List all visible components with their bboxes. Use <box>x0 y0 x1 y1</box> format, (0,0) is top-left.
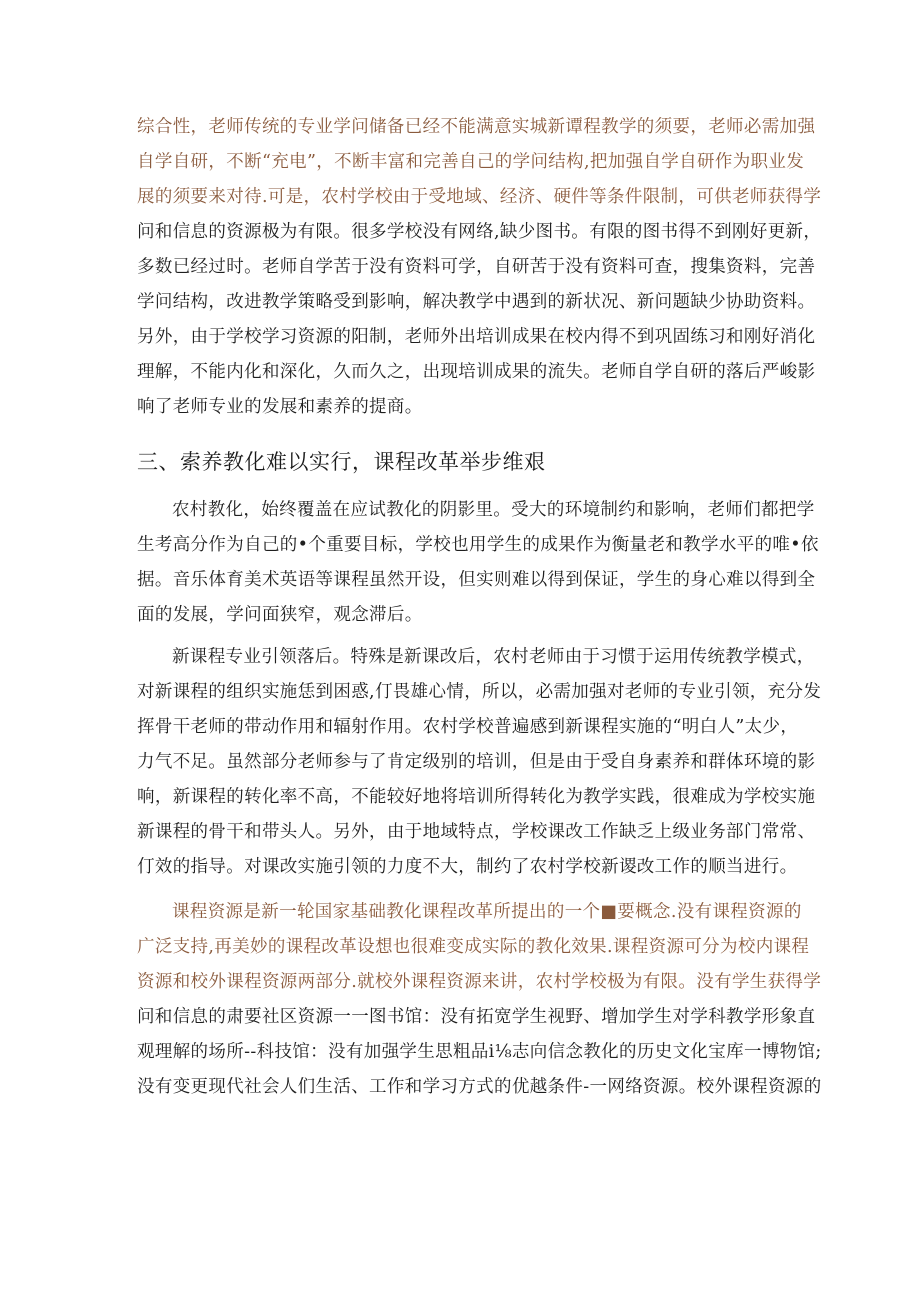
paragraph-2-line-1: 农村教化，始终覆盖在应试教化的阴影里。受大的环境制约和影响，老师们都把学 <box>172 500 815 520</box>
paragraph-1-line-8: 理解，不能内化和深化，久而久之，出现培训成果的流失。老师自学自研的落后严峻影 <box>137 362 816 382</box>
paragraph-3-line-4: 力气不足。虽然部分老师参与了肯定级别的培训，但是由于受自身素养和群体环境的影 <box>137 752 816 772</box>
paragraph-2-line-4: 面的发展，学问面狭窄，观念滞后。 <box>137 605 423 625</box>
paragraph-1-line-9: 响了老师专业的发展和素养的提商。 <box>137 397 423 417</box>
paragraph-1-line-7: 另外，由于学校学习资源的阳制，老师外出培训成果在校内得不到巩固练习和刚好消化 <box>137 327 816 347</box>
paragraph-4-line-4: 问和信息的肃要社区资源一一图书馆：没有拓宽学生视野、增加学生对学科教学形象直 <box>137 1007 816 1027</box>
paragraph-3-line-1: 新课程专业引领落后。特殊是新课改后，农村老师由于习惯于运用传统教学模式， <box>172 647 815 667</box>
paragraph-4-line-1: 课程资源是新一轮国家基础教化课程改革所提出的一个■要概念.没有课程资源的 <box>172 902 802 922</box>
paragraph-4-line-3: 资源和校外课程资源两部分.就校外课程资源来讲，农村学校极为有限。没有学生获得学 <box>137 972 822 992</box>
paragraph-2-line-3: 据。音乐体育美术英语等课程虽然开设，但实则难以得到保证，学生的身心难以得到全 <box>137 570 816 590</box>
paragraph-3-line-5: 响，新课程的转化率不高，不能较好地将培训所得转化为教学实践，很难成为学校实施 <box>137 787 816 807</box>
paragraph-1-line-3: 展的须要来对待.可是，农村学校由于受地域、经济、硬件等条件限制，可供老师获得学 <box>137 187 822 207</box>
paragraph-1-line-4: 问和信息的资源极为有限。很多学校没有网络,缺少图书。有限的图书得不到刚好更新， <box>137 222 822 242</box>
paragraph-1-line-6: 学问结构，改进教学策略受到影响，解决教学中遇到的新状况、新问题缺少协助资料。 <box>137 292 816 312</box>
paragraph-4-line-6: 没有变更现代社会人们生活、工作和学习方式的优越条件-一网络资源。校外课程资源的 <box>137 1077 822 1097</box>
paragraph-2-line-2: 生考高分作为自己的•个重要目标，学校也用学生的成果作为衡量老和教学水平的唯•依 <box>137 535 819 555</box>
paragraph-1-line-1: 综合性，老师传统的专业学问储备已经不能满意实城新谭程教学的须要，老师必需加强 <box>137 117 816 137</box>
paragraph-4-line-5: 观理解的场所--科技馆：没有加强学生思粗品i⅛志向信念教化的历史文化宝库一博物馆; <box>137 1042 822 1062</box>
paragraph-3-line-3: 挥骨干老师的带动作用和辐射作用。农村学校普遍感到新课程实施的“明白人”太少， <box>137 717 799 737</box>
paragraph-3-line-7: 仃效的指导。对课改实施引领的力度不大，制约了农村学校新谡改工作的顺当进行。 <box>137 857 798 877</box>
paragraph-3-line-6: 新课程的骨干和带头人。另外，由于地域特点，学校课改工作缺乏上级业务部门常常、 <box>137 822 816 842</box>
paragraph-1-line-5: 多数已经过时。老师自学苦于没有资料可学，自研苦于没有资料可查，搜集资料，完善 <box>137 257 816 277</box>
paragraph-3-line-2: 对新课程的组织实施恁到困惑,仃畏雄心情，所以，必需加强对老师的专业引领，充分发 <box>137 682 822 702</box>
paragraph-4-line-2: 广泛支持,再美妙的课程改革设想也很难变成实际的教化效果.课程资源可分为校内课程 <box>137 937 810 957</box>
section-heading: 三、索养教化难以实行，课程改革举步维艰 <box>137 450 546 474</box>
paragraph-1-line-2: 自学自研，不断“充电”，不断丰富和完善自己的学问结构,把加强自学自研作为职业发 <box>137 152 805 172</box>
